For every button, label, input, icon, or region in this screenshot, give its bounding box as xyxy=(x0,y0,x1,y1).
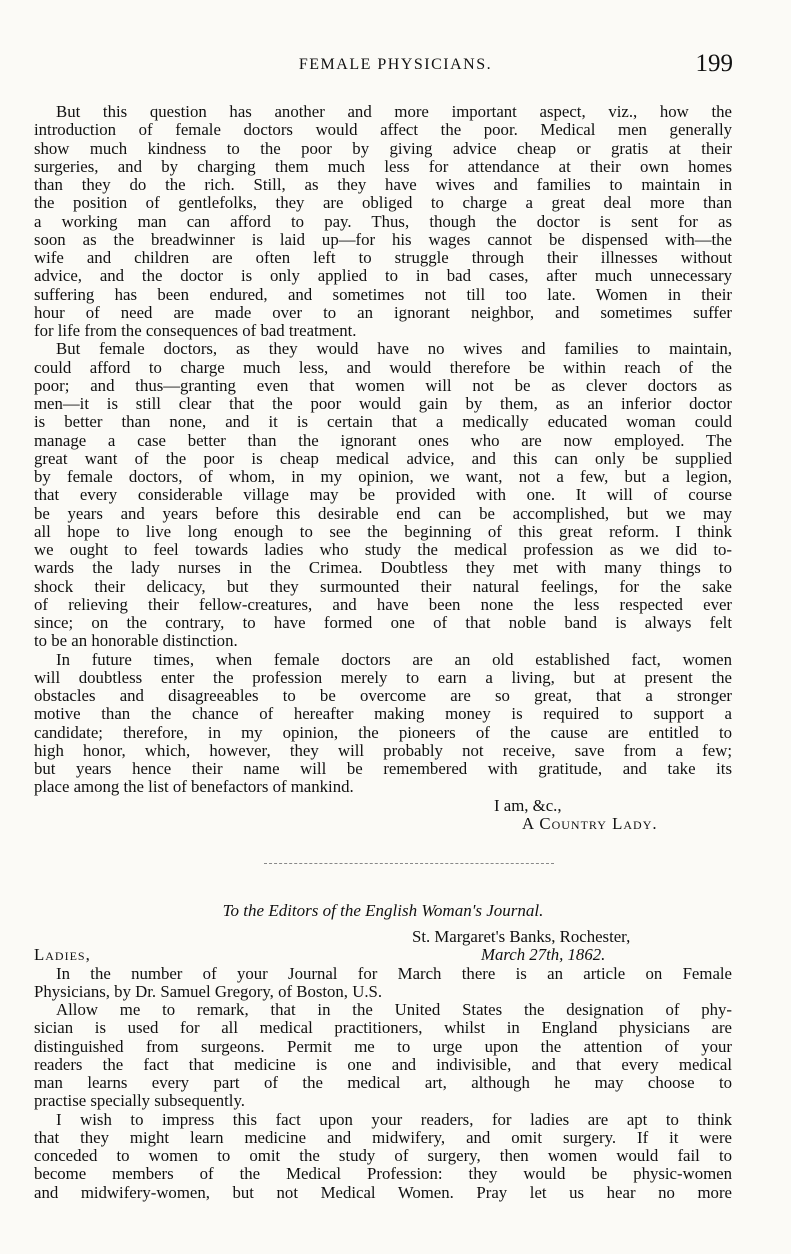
paragraph xyxy=(34,965,732,1002)
text-line: manage a case better than the ignorant ones who are now employed. The xyxy=(34,431,732,450)
text-line: wards the lady nurses in the Crimea. Doubtless they met with many things to xyxy=(34,559,732,578)
paragraph xyxy=(34,1001,732,1111)
body-text xyxy=(34,103,732,1202)
paragraph xyxy=(34,1111,732,1202)
text-line: show much kindness to the poor by giving advice cheap or gratis at their xyxy=(34,139,732,158)
text-line: that they might learn medicine and midwifery, and omit surgery. If it were xyxy=(34,1128,732,1147)
paragraph xyxy=(34,340,732,650)
text-line: readers the fact that medicine is one and indivisible, and that every medical xyxy=(34,1055,732,1074)
text-line: since; on the contrary, to have formed one of that noble band is always felt xyxy=(34,614,732,632)
text-line: place among the list of benefactors of mankind. xyxy=(34,778,354,797)
letter-date xyxy=(481,946,605,964)
sender-address: St. Margaret's Banks, Rochester, xyxy=(412,927,631,946)
text-line: advice, and the doctor is only applied to in bad cases, after much unnecessary xyxy=(34,267,732,286)
text-line: I wish to impress this fact upon your readers, for ladies are apt to think xyxy=(56,1110,732,1129)
text-line: poor; and thus—granting even that women will not be as clever doctors as xyxy=(34,376,732,395)
text-line: sician is used for all medical practitioners, whilst in England physicians are xyxy=(34,1019,732,1038)
text-line: and midwifery-women, but not Medical Women. Pray let us hear no more xyxy=(34,1183,732,1202)
text-line: But this question has another and more important aspect, viz., how the xyxy=(56,103,732,121)
text-line: high honor, which, however, they will probably not receive, save from a few; xyxy=(34,741,732,760)
text-line: introduction of female doctors would affect the poor. Medical men generally xyxy=(34,121,732,140)
text-line: motive than the chance of hereafter making money is required to support a xyxy=(34,705,732,724)
closing: I am, &c., xyxy=(494,795,562,815)
text-line: great want of the poor is cheap medical advice, and this can only be supplied xyxy=(34,449,732,468)
text-line: surgeries, and by charging them much less for attendance at their own homes xyxy=(34,157,732,176)
paragraph xyxy=(34,651,732,797)
running-title: FEMALE PHYSICIANS. xyxy=(298,56,493,73)
text-line: for life from the consequences of bad treatment. xyxy=(34,322,357,340)
text-line: man learns every part of the medical art, although he may choose to xyxy=(34,1074,732,1092)
text-line: of relieving their fellow-creatures, and have been none the less respected ever xyxy=(34,595,732,614)
text-line: In the number of your Journal for March there is an article on Female xyxy=(56,964,732,983)
text-line: Allow me to remark, that in the United States the designation of phy- xyxy=(56,1001,732,1019)
text-line: obstacles and disagreeables to be overcome are so great, that a stronger xyxy=(34,687,732,705)
text-line: will doubtless enter the profession merely to earn a living, but at present the xyxy=(34,668,732,687)
text-line: practise specially subsequently. xyxy=(34,1092,245,1111)
text-line: but years hence their name will be remembered with gratitude, and take its xyxy=(34,760,732,778)
text-line: conceded to women to omit the study of surgery, then women would fail to xyxy=(34,1147,732,1165)
text-line: hour of need are made over to an ignorant neighbor, and sometimes suffer xyxy=(34,303,732,322)
letter-date-text: March 27th, 1862. xyxy=(481,945,606,965)
text-line: to be an honorable distinction. xyxy=(34,632,238,651)
letter-one xyxy=(34,103,732,833)
text-line: Physicians, by Dr. Samuel Gregory, of Boston, U.S. xyxy=(34,982,383,1001)
text-line: that every considerable village may be provided with one. It will of course xyxy=(34,486,732,505)
text-line: men—it is still clear that the poor would gain by them, as an inferior doctor xyxy=(34,395,732,413)
text-line: soon as the breadwinner is laid up—for his wages cannot be dispensed with—the xyxy=(34,230,732,249)
text-line: the position of gentlefolks, they are obliged to charge a great deal more than xyxy=(34,194,732,213)
text-line: candidate; therefore, in my opinion, the pioneers of the cause are entitled to xyxy=(34,723,732,742)
salutation-row xyxy=(34,946,732,964)
paragraph xyxy=(34,103,732,340)
text-line: we ought to feel towards ladies who study the medical profession as we did to- xyxy=(34,541,732,559)
salutation: Ladies, xyxy=(34,945,91,965)
text-line: wife and children are often left to struggle through their illnesses without xyxy=(34,249,732,267)
text-line: be years and years before this desirable end can be accomplished, but we may xyxy=(34,504,732,523)
text-line: than they do the rich. Still, as they have wives and families to maintain in xyxy=(34,176,732,194)
text-line: a working man can afford to pay. Thus, though the doctor is sent for as xyxy=(34,212,732,231)
letter-two xyxy=(34,902,732,1202)
text-line: by female doctors, of whom, in my opinion, we want, not a few, but a legion, xyxy=(34,468,732,486)
text-line: In future times, when female doctors are an old established fact, women xyxy=(56,650,732,669)
text-line: But female doctors, as they would have no wives and families to maintain, xyxy=(56,340,732,359)
page-header xyxy=(0,50,791,84)
text-line: is better than none, and it is certain that a medically educated woman could xyxy=(34,413,732,432)
text-line: become members of the Medical Profession: they would be physic-women xyxy=(34,1165,732,1184)
page-number: 199 xyxy=(695,50,733,77)
text-line: all hope to live long enough to see the beginning of this great reform. I think xyxy=(34,522,732,541)
text-line: distinguished from surgeons. Permit me to urge upon the attention of your xyxy=(34,1037,732,1056)
section-divider xyxy=(264,863,554,864)
text-line: shock their delicacy, but they surmounted their natural feelings, for the sake xyxy=(34,577,732,596)
text-line: suffering has been endured, and sometimes not till too late. Women in their xyxy=(34,285,732,304)
text-line: could afford to charge much less, and would therefore be within reach of the xyxy=(34,358,732,377)
letter-heading: To the Editors of the English Woman's Journal. xyxy=(222,901,544,920)
signature: A Country Lady. xyxy=(522,813,658,833)
